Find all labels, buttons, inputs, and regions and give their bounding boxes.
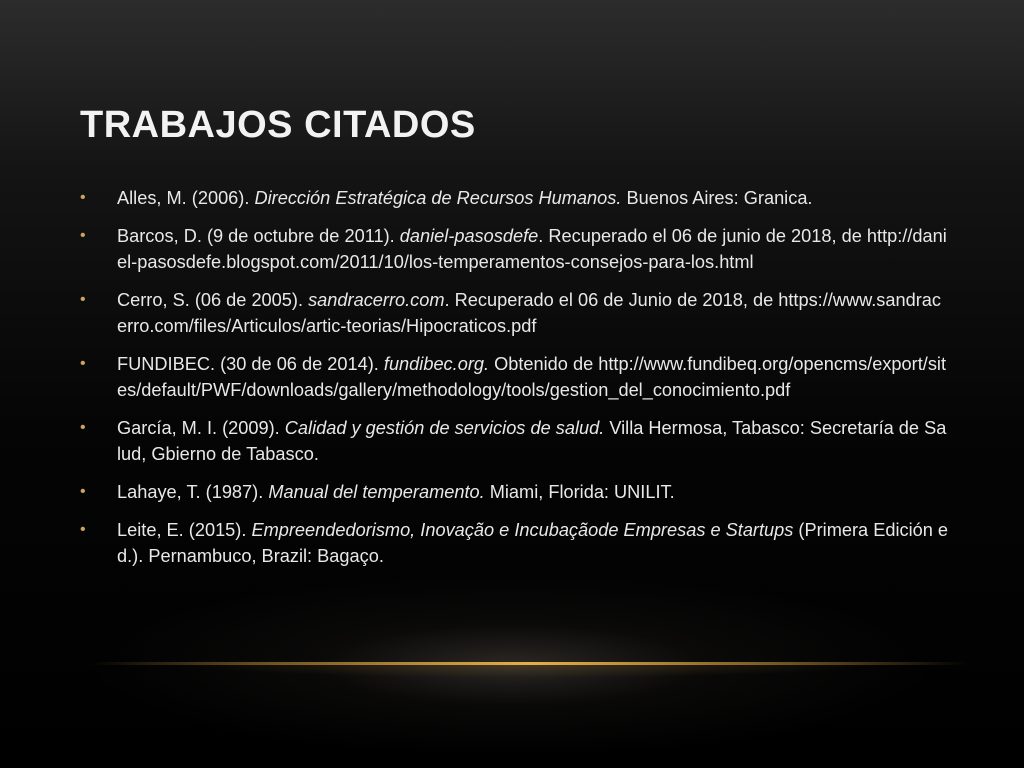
reference-source-title: Calidad y gestión de servicios de salud.	[284, 418, 605, 438]
bullet-icon: •	[80, 355, 86, 372]
reference-item	[80, 479, 950, 505]
reference-source-title: sandracerro.com	[308, 290, 445, 310]
reference-text: García, M. I. (2009).	[117, 418, 285, 438]
reference-text: . Recuperado el 06 de junio de 2018, de http://daniel-pasosdefe.blogspot.com/2011/10/los-temperamentos-consejos-para-los.html	[117, 226, 947, 272]
reference-item	[80, 351, 950, 403]
reference-source-title: daniel-pasosdefe	[399, 226, 539, 246]
reference-source-title: Dirección Estratégica de Recursos Humanos.	[254, 188, 622, 208]
bullet-icon: •	[80, 483, 86, 500]
reference-source-title: Manual del temperamento.	[268, 482, 485, 502]
reference-text: (Primera Edición ed.). Pernambuco, Brazil: Bagaço.	[117, 520, 949, 566]
accent-divider	[90, 662, 970, 665]
accent-glow	[180, 664, 880, 678]
reference-text: . Recuperado el 06 de Junio de 2018, de https://www.sandracerro.com/files/Articulos/artic-teorias/Hipocraticos.pdf	[117, 290, 941, 336]
reference-source-title: fundibec.org.	[383, 354, 490, 374]
references-list	[80, 185, 950, 581]
reference-text: Alles, M. (2006).	[117, 188, 255, 208]
reference-text: FUNDIBEC. (30 de 06 de 2014).	[117, 354, 384, 374]
reference-item	[80, 287, 950, 339]
reference-text: Barcos, D. (9 de octubre de 2011).	[117, 226, 400, 246]
reference-item	[80, 517, 950, 569]
reference-text: Lahaye, T. (1987).	[117, 482, 269, 502]
bullet-icon: •	[80, 419, 86, 436]
reference-item	[80, 223, 950, 275]
reference-item	[80, 415, 950, 467]
reference-item	[80, 185, 950, 211]
bullet-icon: •	[80, 227, 86, 244]
reference-text: Cerro, S. (06 de 2005).	[117, 290, 309, 310]
reference-text: Villa Hermosa, Tabasco: Secretaría de Salud, Gbierno de Tabasco.	[117, 418, 947, 464]
bullet-icon: •	[80, 291, 86, 308]
reference-source-title: Empreendedorismo, Inovação e Incubaçãode Empresas e Startups	[251, 520, 794, 540]
slide-title: TRABAJOS CITADOS	[80, 104, 476, 146]
reference-text: Obtenido de http://www.fundibeq.org/opencms/export/sites/default/PWF/downloads/gallery/methodology/tools/gestion_del_conocimiento.pdf	[117, 354, 947, 400]
reference-text: Buenos Aires: Granica.	[621, 188, 813, 208]
bullet-icon: •	[80, 189, 86, 206]
reference-text: Leite, E. (2015).	[117, 520, 252, 540]
bullet-icon: •	[80, 521, 86, 538]
reference-text: Miami, Florida: UNILIT.	[484, 482, 675, 502]
